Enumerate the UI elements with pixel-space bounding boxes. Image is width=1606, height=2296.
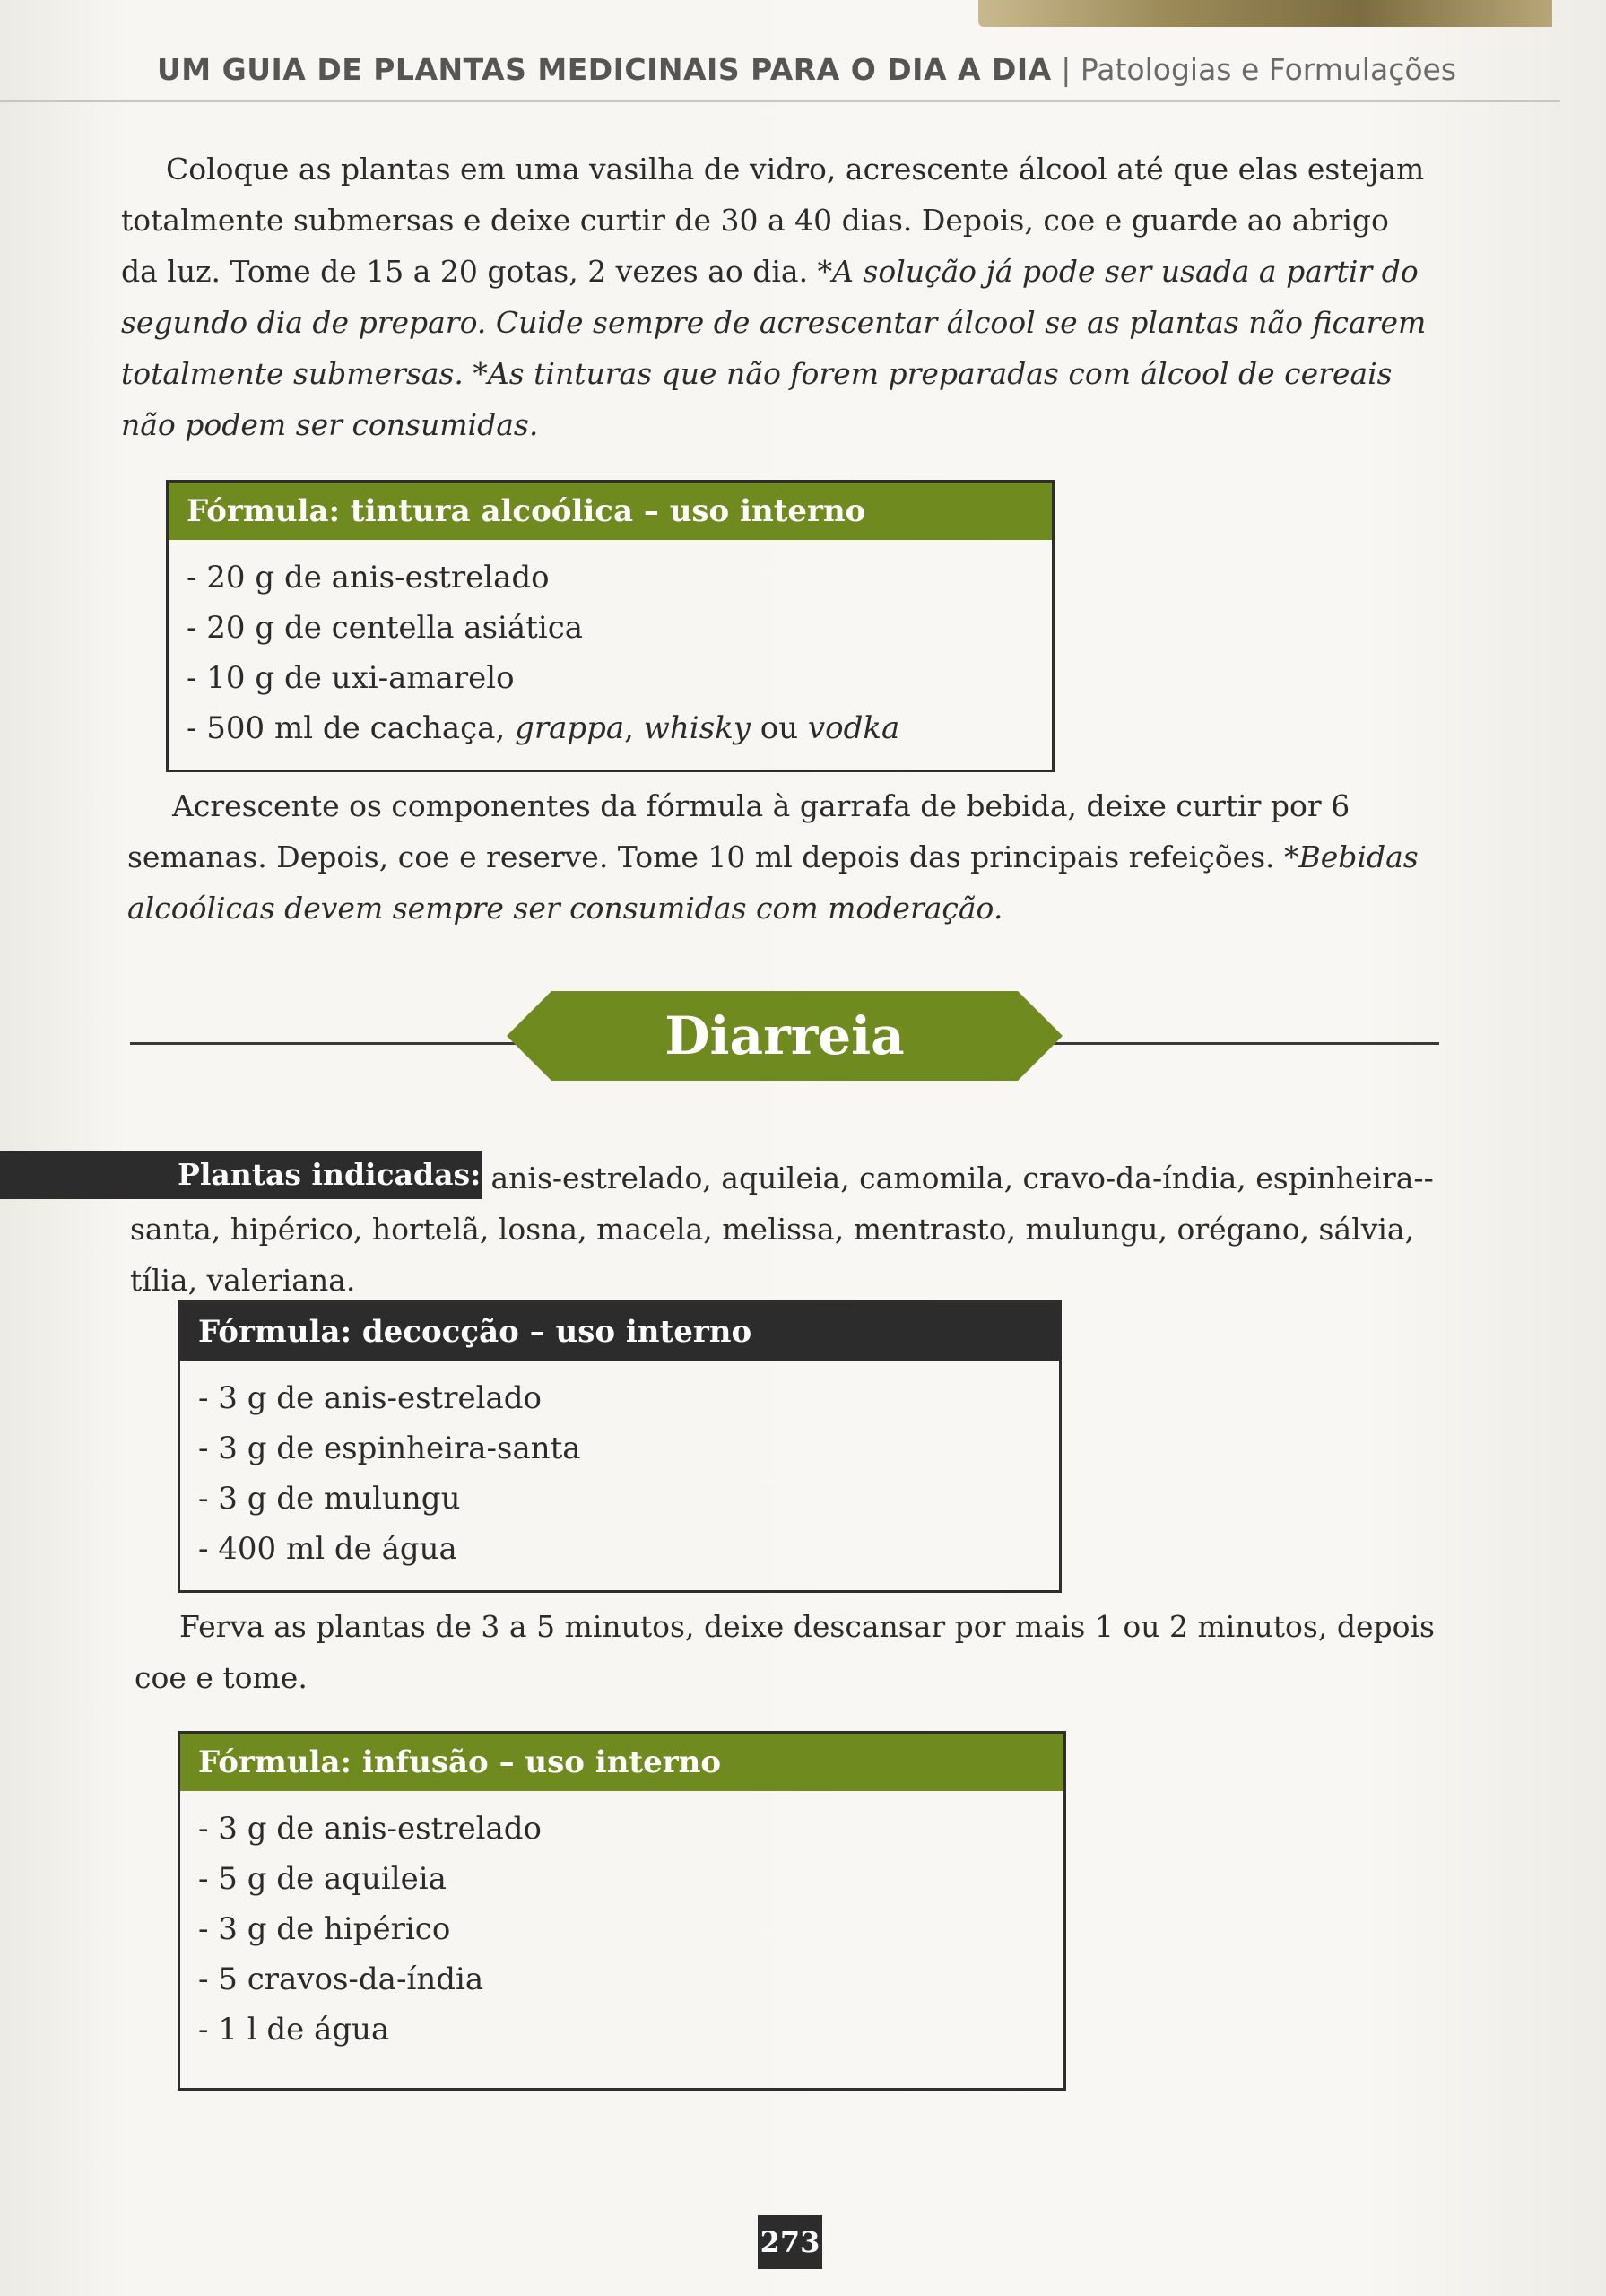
paragraph-tincture-instructions xyxy=(121,144,1430,450)
formula-title: Fórmula: infusão – uso interno xyxy=(180,1734,1063,1791)
ingredient-item: - 3 g de hipérico xyxy=(198,1911,451,1947)
section-rule-right xyxy=(1054,1042,1439,1045)
indicated-label: Plantas indicadas: xyxy=(178,1157,482,1192)
section-heading xyxy=(507,991,1063,1081)
paragraph-1-note: *A solução já pode ser usada a partir do segundo dia de preparo. Cuide sempre de acrescentar álcool se as plantas não ficarem totalmente submersas. *As tinturas que não forem preparadas com álcool de cereais não podem ser consumidas. xyxy=(121,254,1427,442)
ingredient-item: - 5 g de aquileia xyxy=(198,1861,447,1897)
ingredient-italic: vodka xyxy=(807,710,900,746)
ingredient-item: - 20 g de centella asiática xyxy=(187,610,584,646)
header-section: Patologias e Formulações xyxy=(1080,52,1457,87)
ingredient-item: - 3 g de anis-estrelado xyxy=(198,1811,542,1847)
ingredient-italic: whisky xyxy=(643,710,751,746)
formula-box-tincture xyxy=(166,480,1055,772)
ingredient-item xyxy=(187,703,1034,753)
header-separator: | xyxy=(1051,52,1081,87)
formula-title: Fórmula: decocção – uso interno xyxy=(180,1303,1059,1361)
section-heading-text: Diarreia xyxy=(664,1005,905,1066)
formula-box-infusion xyxy=(178,1731,1066,2091)
paragraph-tincture-usage xyxy=(127,780,1437,934)
ingredient-item: - 3 g de espinheira-santa xyxy=(198,1431,581,1466)
ingredient-list xyxy=(169,540,1052,762)
section-rule-left xyxy=(130,1042,516,1045)
ingredient-item: - 10 g de uxi-amarelo xyxy=(187,660,515,696)
paragraph-2-text: Acrescente os componentes da fórmula à garrafa de bebida, deixe curtir por 6 semanas. Depois, coe e reserve. Tome 10 ml depois das principais refeições. xyxy=(127,788,1350,874)
running-header xyxy=(157,52,1538,97)
ingredient-text: , xyxy=(624,710,644,746)
ingredient-italic: grappa xyxy=(515,710,625,746)
ingredient-text: - 500 ml de cachaça, xyxy=(187,710,516,746)
ingredient-item: - 1 l de água xyxy=(198,2012,390,2048)
ingredient-list xyxy=(180,1791,1063,2064)
ingredient-item: - 3 g de anis-estrelado xyxy=(198,1380,542,1416)
indicated-plants-text: anis-estrelado, aquileia, camomila, cravo-da-índia, espinheira--santa, hipérico, hortelã, losna, macela, melissa, mentrasto, mulungu, orégano, sálvia, tília, valeriana. xyxy=(130,1161,1434,1298)
paragraph-decoction-instructions: Ferva as plantas de 3 a 5 minutos, deixe descansar por mais 1 ou 2 minutos, depois coe e tome. xyxy=(135,1609,1435,1695)
formula-title: Fórmula: tintura alcoólica – uso interno xyxy=(169,483,1052,540)
ingredient-item: - 3 g de mulungu xyxy=(198,1481,461,1517)
paragraph-2-note: *Bebidas alcoólicas devem sempre ser consumidas com moderação. xyxy=(127,839,1419,926)
book-title: UM GUIA DE PLANTAS MEDICINAIS PARA O DIA A DIA xyxy=(157,52,1052,87)
header-divider xyxy=(0,100,1560,102)
ingredient-text: ou xyxy=(750,710,808,746)
header-photo-strip xyxy=(978,0,1552,27)
ingredient-item: - 400 ml de água xyxy=(198,1531,457,1567)
paragraph-1-text: Coloque as plantas em uma vasilha de vidro, acrescente álcool até que elas estejam totalmente submersas e deixe curtir de 30 a 40 dias. Depois, coe e guarde ao abrigo da luz. Tome de 15 a 20 gotas, 2 vezes ao dia. xyxy=(121,152,1425,289)
ingredient-list xyxy=(180,1361,1059,1583)
page-number: 273 xyxy=(758,2215,822,2269)
ingredient-item: - 20 g de anis-estrelado xyxy=(187,560,550,596)
formula-box-decoction xyxy=(178,1300,1062,1593)
ingredient-item: - 5 cravos-da-índia xyxy=(198,1961,484,1997)
